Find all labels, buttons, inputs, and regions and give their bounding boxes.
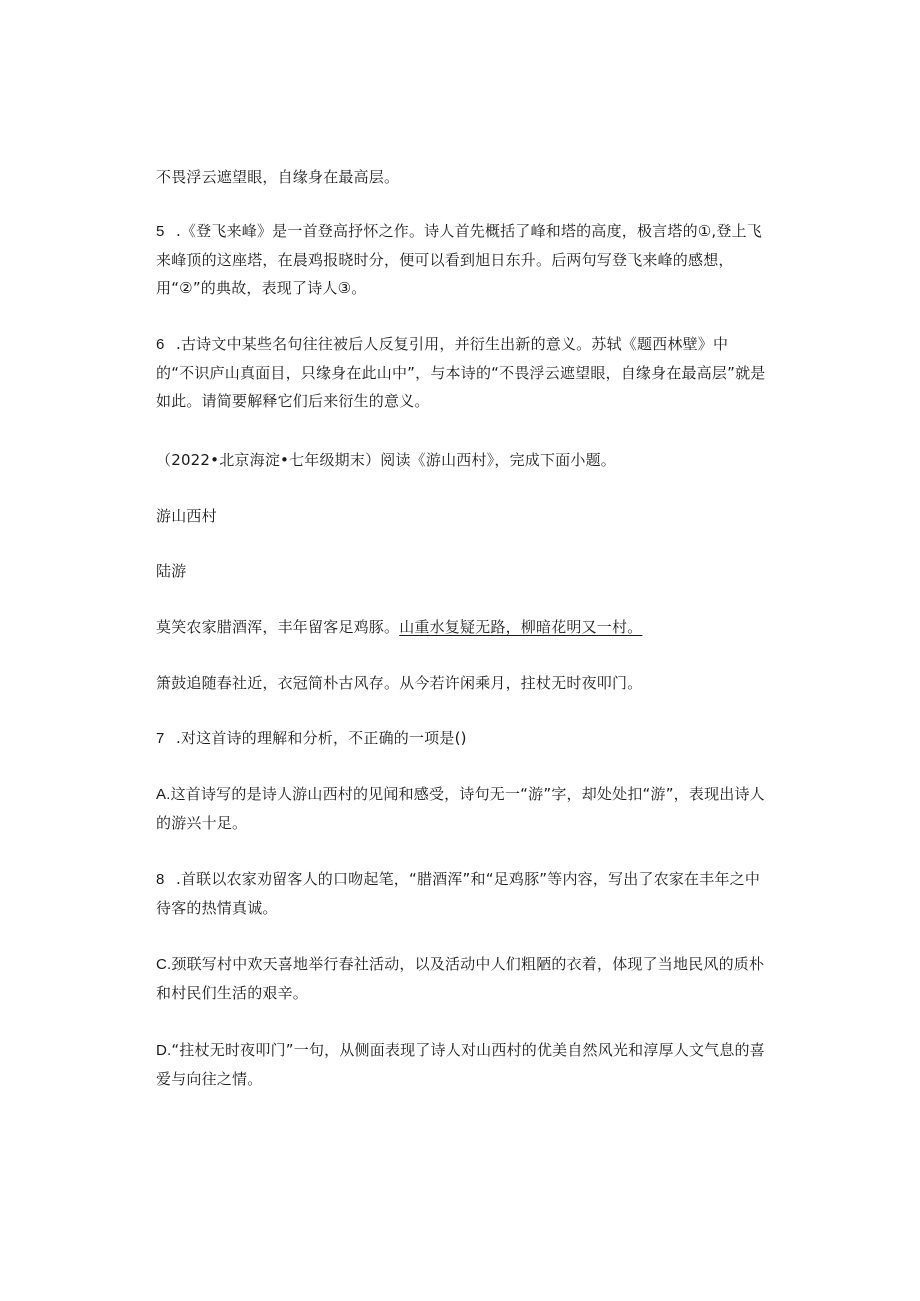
poem-closing-line-text: 不畏浮云遮望眼，自缘身在最高层。 [156,168,400,186]
poem-closing-line [156,163,766,191]
option-d [156,1036,766,1093]
question-8-number: 8 [156,871,165,888]
reading-source-line [156,446,766,474]
poem-author-text: 陆游 [156,562,187,580]
question-6-number: 6 [156,336,165,353]
option-a-text: 这首诗写的是诗人游山西村的见闻和感受，诗句无一“游”字，却处处扣“游”，表现出诗人的游兴十足。 [156,785,765,832]
question-7-text: .对这首诗的理解和分析，不正确的一项是() [176,729,467,747]
poem-line-2-text: 箫鼓追随春社近，衣冠简朴古风存。从今若许闲乘月，拄杖无时夜叩门。 [156,674,643,692]
question-8-text: .首联以农家劝留客人的口吻起笔，“腊酒浑”和“足鸡豚”等内容，写出了农家在丰年之中待客的热情真诚。 [156,870,761,917]
option-c [156,950,766,1007]
poem-line-1-first-couplet: 莫笑农家腊酒浑，丰年留客足鸡豚。 [156,618,400,636]
poem-line-2 [156,669,766,697]
question-5-number: 5 [156,223,165,240]
poem-line-1-underlined-couplet: 山重水复疑无路，柳暗花明又一村。 [399,618,643,636]
poem-author [156,557,766,585]
question-5-text: .《登飞来峰》是一首登高抒怀之作。诗人首先概括了峰和塔的高度，极言塔的①,登上飞来峰顶的这座塔，在晨鸡报晓时分，便可以看到旭日东升。后两句写登飞来峰的感想，用“②”的典故，表现了诗人③。 [156,222,762,297]
option-d-text: “拄杖无时夜叩门”一句，从侧面表现了诗人对山西村的优美自然风光和淳厚人文气息的喜爱与向往之情。 [156,1041,765,1088]
poem-title [156,502,766,530]
question-7 [156,724,766,753]
option-a-label: A. [156,786,171,803]
question-7-number: 7 [156,730,165,747]
poem-line-1 [156,613,766,641]
reading-source-text: （2022•北京海淀•七年级期末）阅读《游山西村》，完成下面小题。 [156,451,616,469]
question-8 [156,865,766,922]
question-6 [156,330,766,415]
option-c-text: 颈联写村中欢天喜地举行春社活动，以及活动中人们粗陋的衣着，体现了当地民风的质朴和村民们生活的艰辛。 [156,955,765,1002]
option-a [156,780,766,837]
option-c-label: C. [156,956,172,973]
poem-title-text: 游山西村 [156,507,217,525]
question-6-text: .古诗文中某些名句往往被后人反复引用，并衍生出新的意义。苏轼《题西林壁》中的“不识庐山真面目，只缘身在此山中”，与本诗的“不畏浮云遮望眼，自缘身在最高层”就是如此。请简要解释它们后来衍生的意义。 [156,335,766,410]
option-d-label: D. [156,1042,172,1059]
question-5 [156,217,766,302]
